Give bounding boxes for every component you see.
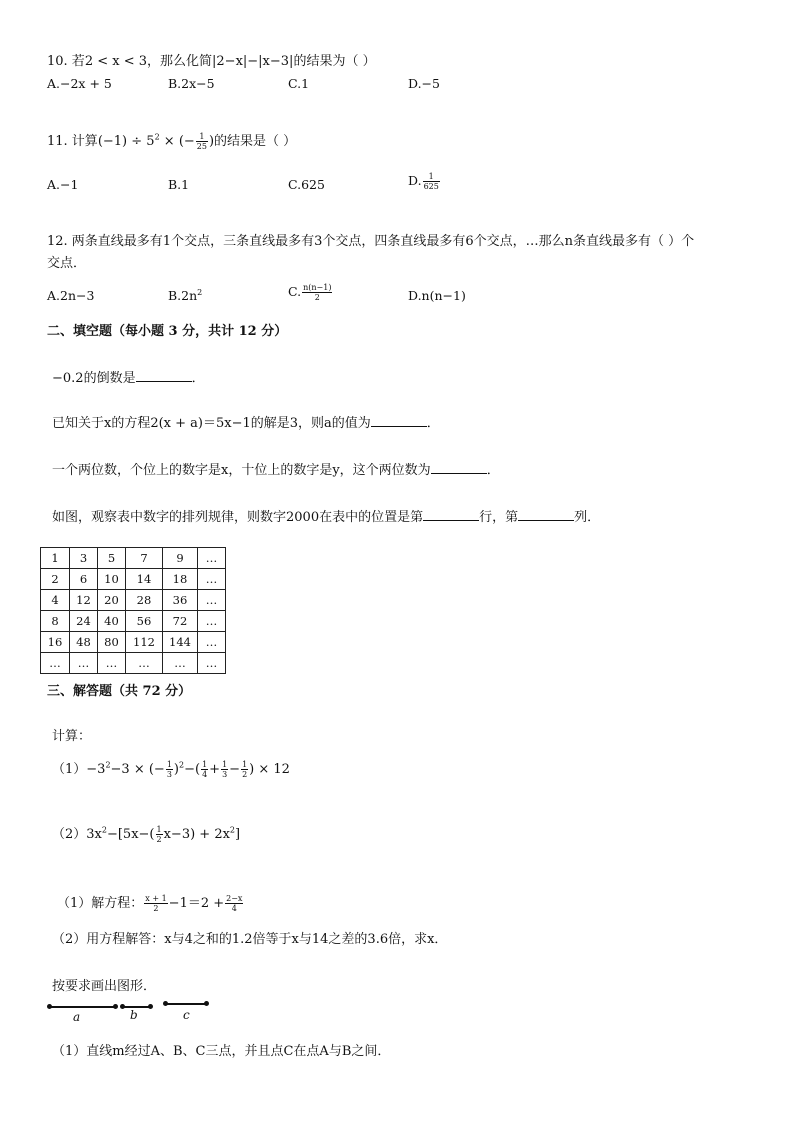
table-cell: … (70, 653, 98, 674)
table-cell: 16 (41, 632, 70, 653)
table-cell: 2 (41, 569, 70, 590)
table-cell: … (198, 569, 226, 590)
section-2-title: 二、填空题（每小题 3 分，共计 12 分） (47, 324, 288, 339)
eq1-frac2 (225, 894, 243, 913)
calc1-frac4 (241, 760, 248, 779)
table-cell: 9 (163, 548, 198, 569)
calc1-c: ) (173, 762, 179, 777)
fill2-text: 已知关于x的方程2(x + a)＝5x−1的解是3，则a的值为 (52, 416, 371, 431)
q12-optb-text: B.2n (168, 288, 198, 303)
calc1-f3d: 3 (222, 770, 228, 779)
q11-text: 11. 计算 (47, 134, 98, 149)
table-cell: 28 (126, 590, 163, 611)
calc-label: 计算： (52, 729, 92, 744)
calc2-b: −[5x−( (106, 827, 155, 842)
fill-question-1 (52, 367, 205, 386)
q11-optd-num: 1 (423, 172, 440, 182)
answer-blank-row[interactable] (423, 508, 479, 521)
segment-c (165, 1003, 206, 1005)
table-row (41, 653, 226, 674)
table-cell: 40 (98, 611, 126, 632)
fill2-end: ． (426, 416, 440, 431)
equation-part-1 (57, 892, 244, 913)
table-cell: 12 (70, 590, 98, 611)
table-cell: 7 (126, 548, 163, 569)
fill3-text: 一个两位数，个位上的数字是x，十位上的数字是y，这个两位数为 (52, 463, 431, 478)
table-cell: 3 (70, 548, 98, 569)
calc1-f2d: 4 (202, 770, 208, 779)
fill-question-3 (52, 459, 500, 478)
table-cell: … (41, 653, 70, 674)
table-cell: … (198, 611, 226, 632)
answer-blank[interactable] (136, 369, 192, 382)
q12-optc-fraction (302, 283, 332, 302)
q10-option-a: A.−2x + 5 (47, 76, 112, 91)
table-cell: 36 (163, 590, 198, 611)
table-cell: … (163, 653, 198, 674)
q11-optd-den: 625 (423, 182, 439, 191)
table-cell: 1 (41, 548, 70, 569)
calc1-frac1 (166, 760, 173, 779)
fill4-text-mid: 行，第 (479, 510, 519, 525)
table-cell: 48 (70, 632, 98, 653)
calc1-end: ) × 12 (249, 762, 290, 777)
calc2-a: （2）3x (52, 827, 102, 842)
q12-option-b (168, 288, 202, 303)
table-cell: … (198, 653, 226, 674)
q12-optc-text: C. (288, 284, 302, 299)
segment-a (49, 1006, 115, 1008)
segment-a-end-point (113, 1004, 118, 1009)
calc-part-2 (52, 823, 240, 844)
table-cell: 112 (126, 632, 163, 653)
number-table (40, 547, 226, 674)
table-cell: 8 (41, 611, 70, 632)
q11-math: (−1) ÷ 5 (97, 134, 155, 149)
table-cell: … (98, 653, 126, 674)
fill3-end: ． (486, 463, 500, 478)
table-cell: 4 (41, 590, 70, 611)
eq1-f1d: 2 (153, 904, 159, 913)
calc1-a: （1）−3 (52, 762, 106, 777)
q12-option-d: D.n(n−1) (408, 288, 466, 303)
q11-times: × (− (159, 134, 195, 149)
calc1-plus: + (209, 762, 221, 777)
q10-text: 10. 若 (47, 54, 85, 69)
eq1-frac1 (144, 894, 167, 913)
table-cell: 18 (163, 569, 198, 590)
table-cell: 56 (126, 611, 163, 632)
table-cell: … (198, 632, 226, 653)
eq1-mid: −1＝2 + (168, 896, 225, 911)
q12-optc-num: n(n−1) (303, 283, 332, 292)
section-3-title: 三、解答题（共 72 分） (47, 684, 192, 699)
segment-b-end-point (148, 1004, 153, 1009)
q11-text-post: 的结果是（ ） (214, 134, 297, 149)
q10-option-b: B.2x−5 (168, 76, 215, 91)
table-cell: 6 (70, 569, 98, 590)
q12-optb-exp: 2 (197, 287, 203, 297)
table-cell: 5 (98, 548, 126, 569)
q11-close: ) (208, 134, 215, 149)
calc1-d: −( (184, 762, 201, 777)
calc1-frac3 (221, 760, 228, 779)
eq1-f1n: x + 1 (145, 894, 167, 903)
q11-option-c: C.625 (288, 177, 325, 192)
table-cell: 20 (98, 590, 126, 611)
table-row (41, 632, 226, 653)
q10-math: 2 < x < 3 (84, 54, 148, 69)
table-cell: 24 (70, 611, 98, 632)
draw-part-1: （1）直线m经过A、B、C三点，并且点C在点A与B之间． (52, 1044, 391, 1059)
calc1-minus: − (229, 762, 241, 777)
q11-frac-num: 1 (196, 132, 208, 142)
fill-question-4 (52, 506, 600, 525)
calc1-f4d: 2 (242, 770, 248, 779)
question-12-line1: 12. 两条直线最多有1个交点，三条直线最多有3个交点，四条直线最多有6个交点，…那么n条直线最多有（ ）个 (47, 234, 695, 249)
segment-a-label: a (73, 1010, 81, 1024)
calc1-f4n: 1 (242, 760, 248, 769)
fill1-text: −0.2的倒数是 (52, 371, 136, 386)
q11-option-d (408, 172, 441, 191)
eq1-label: （1）解方程： (57, 896, 144, 911)
eq1-f2d: 4 (231, 904, 237, 913)
table-cell: 144 (163, 632, 198, 653)
q10-option-c: C.1 (288, 76, 310, 91)
table-row (41, 611, 226, 632)
table-cell: … (126, 653, 163, 674)
calc2-c: x−3) + 2x (163, 827, 230, 842)
q10-option-d: D.−5 (408, 76, 440, 91)
q11-option-d-fraction (423, 172, 440, 191)
q10-math2: |2−x|−|x−3| (212, 54, 294, 69)
table-row (41, 590, 226, 611)
calc1-f1n: 1 (166, 760, 172, 769)
calc1-frac2 (201, 760, 208, 779)
q10-text-mid: ，那么化简 (147, 54, 213, 69)
calc1-f2n: 1 (202, 760, 208, 769)
answer-blank-col[interactable] (518, 508, 574, 521)
q11-option-d-label: D. (408, 173, 422, 188)
equation-part-2: （2）用方程解答：x与4之和的1.2倍等于x与14之差的3.6倍，求x． (52, 932, 448, 947)
segment-b-label: b (130, 1008, 138, 1022)
eq1-f2n: 2−x (226, 894, 243, 903)
segment-c-label: c (183, 1008, 190, 1022)
number-table-container (40, 547, 226, 674)
calc1-f1d: 3 (166, 770, 172, 779)
draw-title: 按要求画出图形． (52, 979, 157, 994)
table-cell: 10 (98, 569, 126, 590)
calc1-exp2: 2 (179, 760, 185, 770)
calc2-frac (156, 825, 163, 844)
q11-frac-den: 25 (196, 142, 207, 151)
calc2-exp: 2 (101, 825, 107, 835)
question-10-stem (47, 50, 376, 69)
q10-text-post: 的结果为（ ） (293, 54, 376, 69)
q12-option-c (288, 283, 333, 302)
q11-option-b: B.1 (168, 177, 190, 192)
answer-blank[interactable] (431, 461, 487, 474)
table-cell: 80 (98, 632, 126, 653)
calc2-end: ] (235, 827, 241, 842)
q11-fraction (196, 132, 208, 151)
answer-blank[interactable] (371, 414, 427, 427)
table-row (41, 548, 226, 569)
question-12-line2: 交点． (47, 256, 87, 271)
calc1-b: −3 × (− (110, 762, 165, 777)
fill-question-2 (52, 412, 440, 431)
fill4-text: 如图，观察表中数字的排列规律，则数字2000在表中的位置是第 (52, 510, 424, 525)
calc2-exp2: 2 (229, 825, 236, 835)
fill1-end: ． (191, 371, 205, 386)
table-cell: … (198, 590, 226, 611)
q11-exponent: 2 (154, 132, 160, 142)
segment-c-end-point (204, 1001, 209, 1006)
question-11-stem (47, 130, 296, 151)
table-cell: 14 (126, 569, 163, 590)
calc1-f3n: 1 (222, 760, 228, 769)
fill4-end: 列． (574, 510, 601, 525)
calc2-fd: 2 (156, 835, 162, 844)
calc-part-1 (52, 758, 290, 779)
calc1-exp: 2 (105, 760, 111, 770)
q12-optc-den: 2 (314, 293, 320, 302)
table-cell: 72 (163, 611, 198, 632)
q12-option-a: A.2n−3 (47, 288, 95, 303)
table-cell: … (198, 548, 226, 569)
calc2-fn: 1 (156, 825, 162, 834)
table-row (41, 569, 226, 590)
q11-option-a: A.−1 (47, 177, 79, 192)
